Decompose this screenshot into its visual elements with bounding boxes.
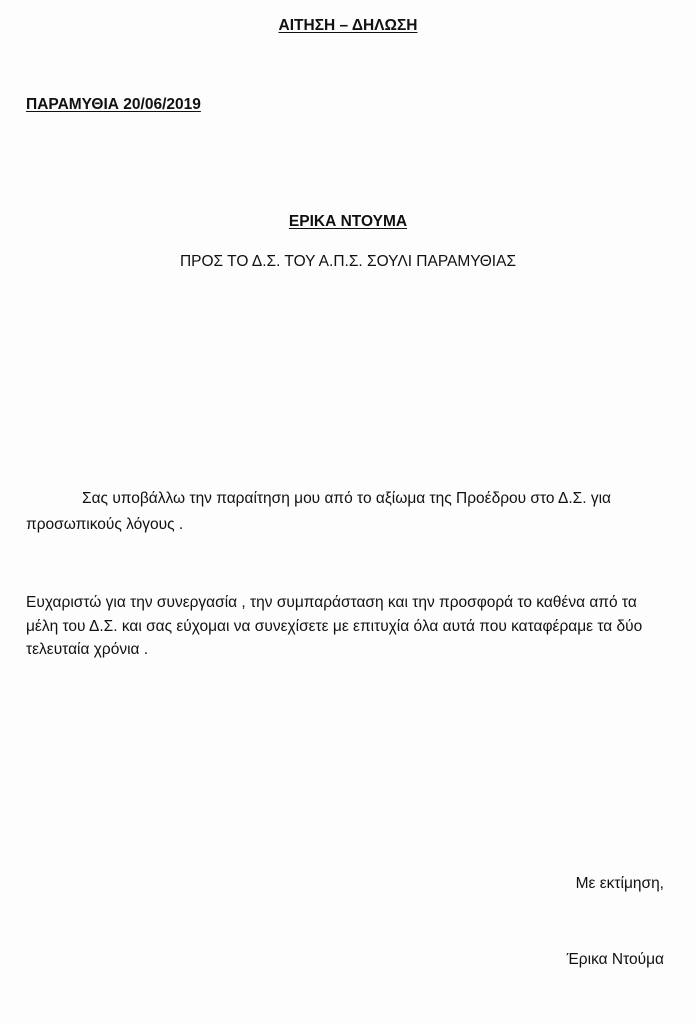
paragraph-2-line-3: τελευταία χρόνια . <box>26 641 149 658</box>
document-title: ΑΙΤΗΣΗ – ΔΗΛΩΣΗ <box>278 17 418 34</box>
place-date: ΠΑΡΑΜΥΘΙΑ 20/06/2019 <box>26 96 201 113</box>
recipient-line: ΠΡΟΣ ΤΟ Δ.Σ. ΤΟΥ Α.Π.Σ. ΣΟΥΛΙ ΠΑΡΑΜΥΘΙΑΣ <box>179 253 517 270</box>
paragraph-2-line-1: Ευχαριστώ για την συνεργασία , την συμπαράσταση και την προσφορά το καθένα από τα <box>26 594 637 611</box>
sender-name: ΕΡΙΚΑ ΝΤΟΥΜΑ <box>288 213 408 230</box>
signature-name: Έρικα Ντούμα <box>566 951 664 968</box>
paragraph-2-line-2: μέλη του Δ.Σ. και σας εύχομαι να συνεχίσετε με επιτυχία όλα αυτά που καταφέραμε τα δύο <box>26 618 643 635</box>
paragraph-1-line-1: Σας υποβάλλω την παραίτηση μου από το αξίωμα της Προέδρου στο Δ.Σ. για <box>82 490 611 507</box>
closing-phrase: Με εκτίμηση, <box>575 875 664 892</box>
paragraph-1-line-2: προσωπικούς λόγους . <box>26 516 184 533</box>
